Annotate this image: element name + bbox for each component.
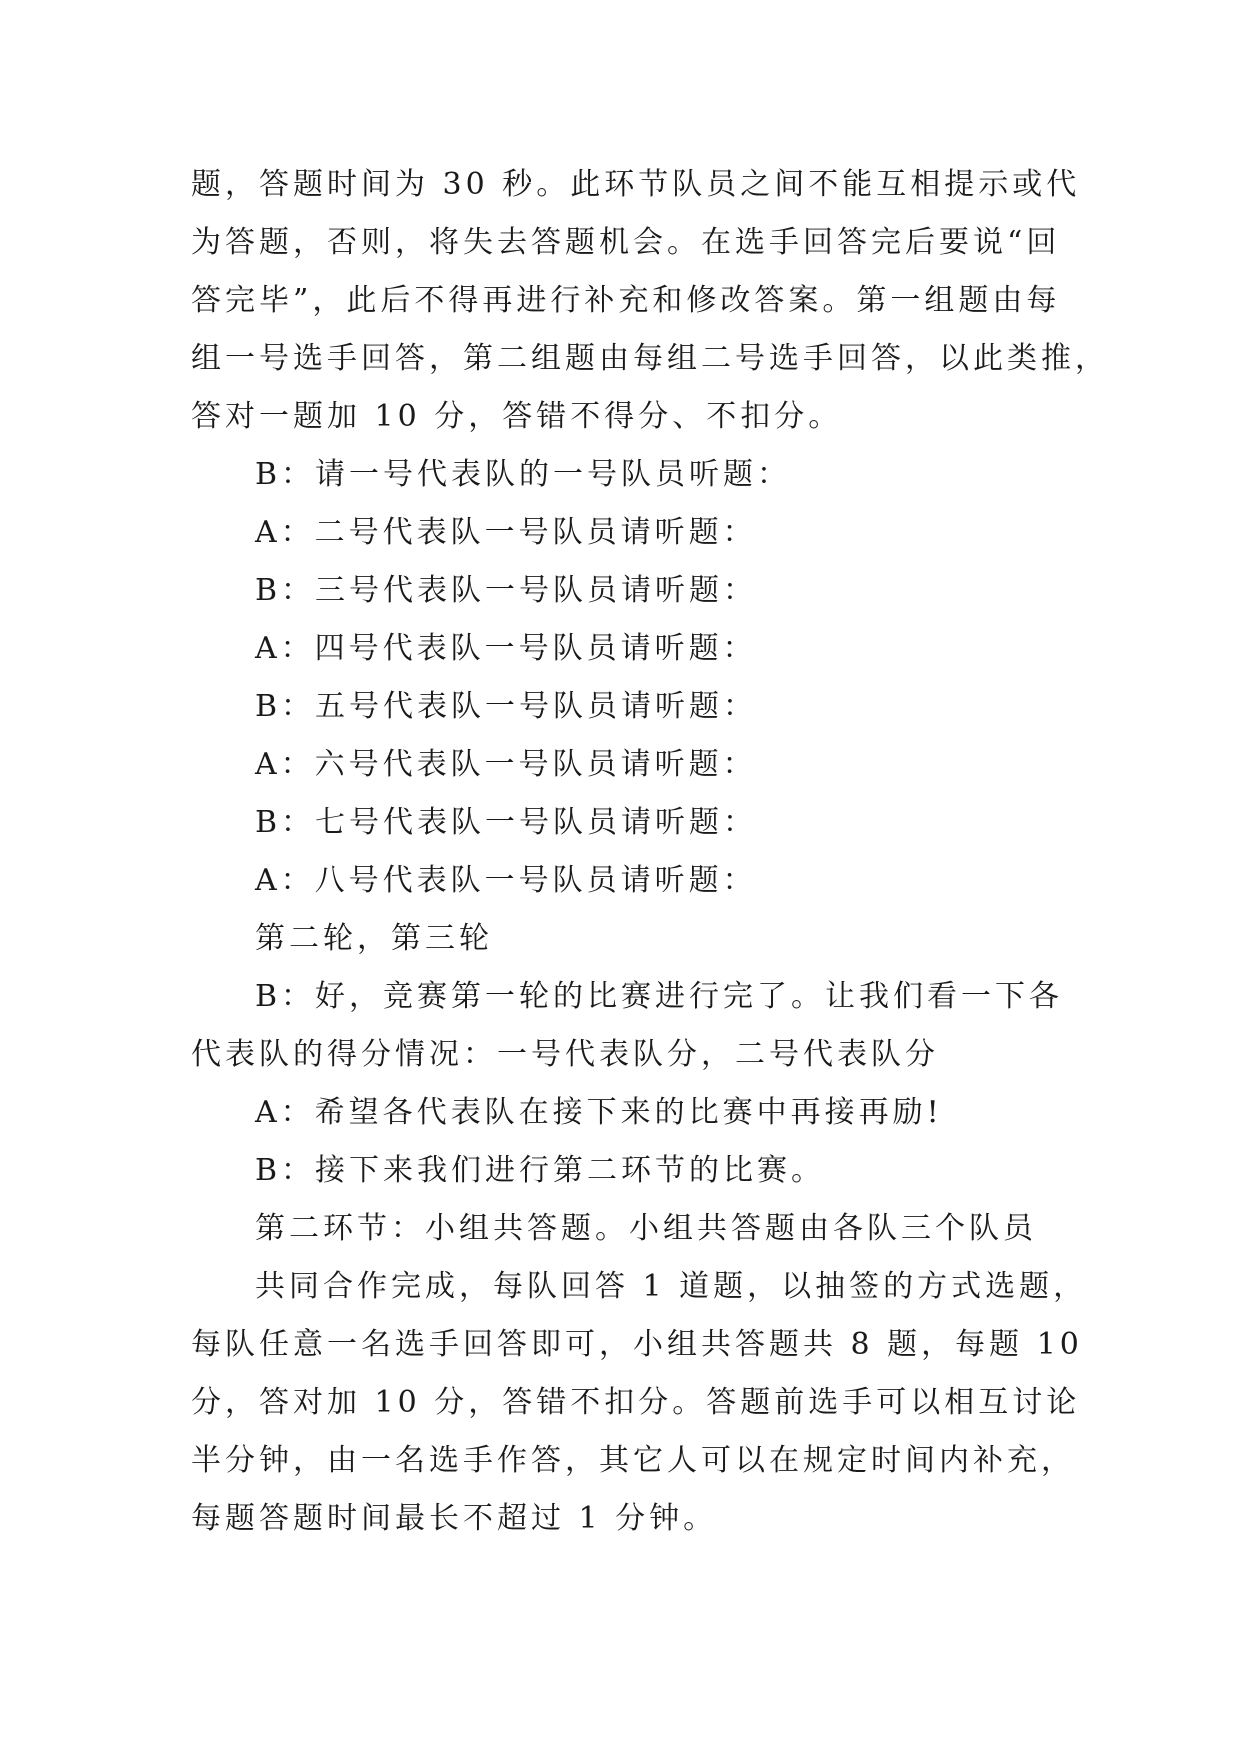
- text-line: 分，答对加 10 分，答错不扣分。答题前选手可以相互讨论: [191, 1385, 1081, 1420]
- dialogue-line: A：八号代表队一号队员请听题：: [255, 863, 757, 898]
- text-line: 答完毕”，此后不得再进行补充和修改答案。第一组题由每: [191, 283, 1061, 318]
- dialogue-line: B：三号代表队一号队员请听题：: [255, 573, 758, 608]
- dialogue-line: B：好，竞赛第一轮的比赛进行完了。让我们看一下各: [255, 979, 1064, 1014]
- text-line: 组一号选手回答，第二组题由每组二号选手回答，以此类推，: [191, 341, 1109, 376]
- text-line: 代表队的得分情况：一号代表队分，二号代表队分: [191, 1037, 939, 1072]
- dialogue-line: B：七号代表队一号队员请听题：: [255, 805, 758, 840]
- text-line: 共同合作完成，每队回答 1 道题，以抽签的方式选题，: [255, 1269, 1088, 1304]
- dialogue-line: B：五号代表队一号队员请听题：: [255, 689, 758, 724]
- text-line: 题，答题时间为 30 秒。此环节队员之间不能互相提示或代: [191, 167, 1081, 202]
- text-line: 答对一题加 10 分，答错不得分、不扣分。: [191, 399, 843, 434]
- dialogue-line: A：二号代表队一号队员请听题：: [255, 515, 757, 550]
- text-line: 每题答题时间最长不超过 1 分钟。: [191, 1501, 718, 1536]
- dialogue-line: A：四号代表队一号队员请听题：: [255, 631, 757, 666]
- text-line: 为答题，否则，将失去答题机会。在选手回答完后要说“回: [191, 225, 1061, 260]
- text-line: 半分钟，由一名选手作答，其它人可以在规定时间内补充，: [191, 1443, 1075, 1478]
- dialogue-line: B：接下来我们进行第二环节的比赛。: [255, 1153, 826, 1188]
- document-body: [191, 156, 1109, 1548]
- section-heading: 第二环节：小组共答题。小组共答题由各队三个队员: [255, 1211, 1037, 1246]
- dialogue-line: A：希望各代表队在接下来的比赛中再接再励!: [255, 1095, 943, 1130]
- text-line: 每队任意一名选手回答即可，小组共答题共 8 题，每题 10: [191, 1327, 1083, 1362]
- dialogue-line: B：请一号代表队的一号队员听题：: [255, 457, 792, 492]
- dialogue-line: A：六号代表队一号队员请听题：: [255, 747, 757, 782]
- section-heading: 第二轮，第三轮: [255, 921, 493, 956]
